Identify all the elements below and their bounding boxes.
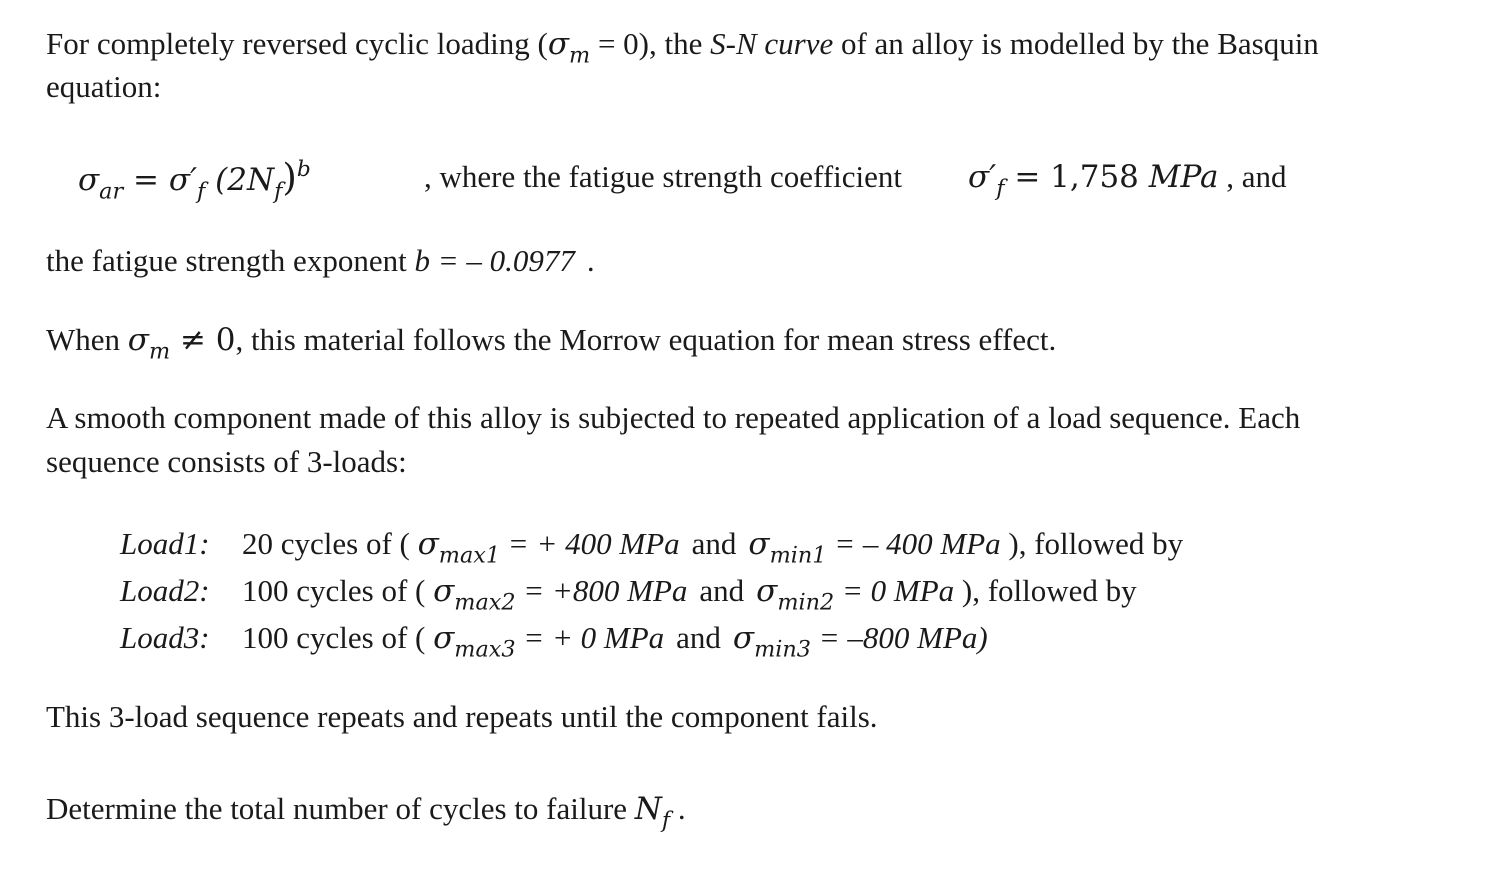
- basquin-where-text: , where the fatigue strength coefficient: [424, 159, 903, 194]
- load-name: Load1:: [120, 526, 210, 561]
- component-line-2: sequence consists of 3-loads:: [46, 444, 407, 479]
- sn-curve-term: S-N curve: [710, 26, 834, 61]
- load-name: Load3:: [120, 620, 210, 655]
- sigma-symbol: σ: [547, 26, 570, 62]
- basquin-equation: $\sigma_{ar} = \sigma'_f$ $(2N_f)^b$: [78, 155, 311, 205]
- component-line-1: A smooth component made of this alloy is subjected to repeated application of a load sequence. Each: [46, 400, 1301, 435]
- coefficient-value: $\sigma'_f = 1,758$ MPa , and: [968, 159, 1287, 202]
- intro-line-1: For completely reversed cyclic loading $(\sigma_m = 0)$, the S-N curve of an alloy is modelled by the Basquin: [46, 26, 1319, 69]
- exponent-line: the fatigue strength exponent b = – 0.0977 .: [46, 243, 595, 278]
- load-name: Load2:: [120, 573, 210, 608]
- morrow-line: When $\sigma_m \ne 0$, this material follows the Morrow equation for mean stress effect.: [46, 322, 1057, 365]
- repeat-line: This 3-load sequence repeats and repeats until the component fails.: [46, 699, 878, 734]
- question-line: Determine the total number of cycles to failure $N_f$ .: [46, 791, 686, 834]
- intro-line-2: equation:: [46, 69, 162, 104]
